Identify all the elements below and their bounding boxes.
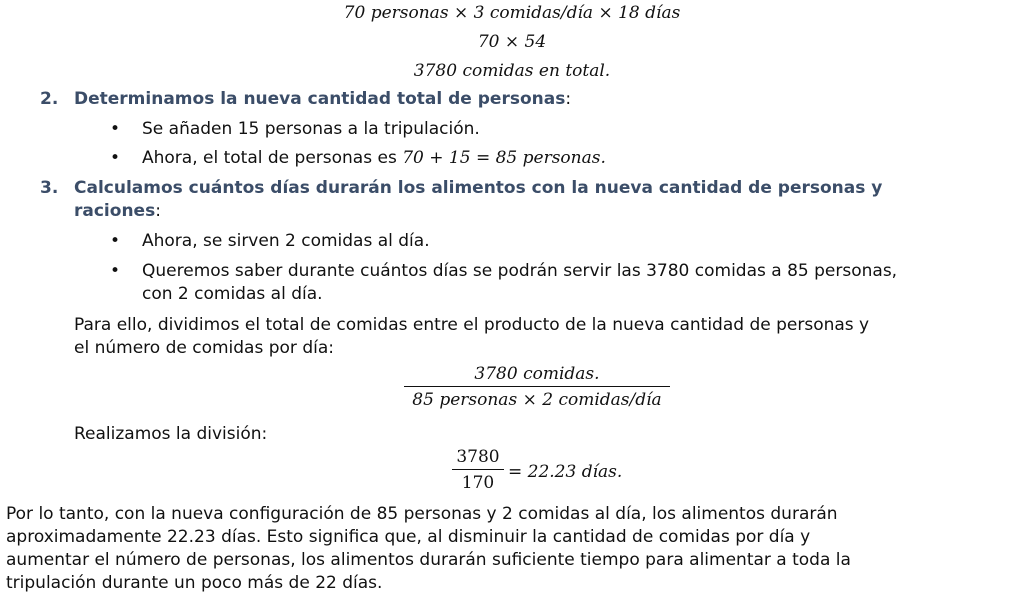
list-item: [110, 147, 1000, 170]
list-item-text: Ahora, se sirven 2 comidas al día.: [142, 231, 430, 251]
list-item-text-continued: con 2 comidas al día.: [142, 284, 323, 304]
division-fraction: [452, 447, 504, 493]
bullet-icon: •: [110, 148, 121, 168]
fraction-denominator: 85 personas × 2 comidas/día: [412, 390, 662, 410]
list-item: [110, 260, 1000, 306]
step-2-colon: :: [565, 89, 572, 109]
fraction-denominator: 170: [461, 473, 495, 493]
division-result: = 22.23 días.: [508, 462, 623, 482]
conclusion-line-3: aumentar el número de personas, los alimentos durarán suficiente tiempo para alimentar a toda la: [6, 550, 851, 570]
list-item-text: Ahora, el total de personas es: [142, 148, 397, 168]
bullet-icon: •: [110, 231, 121, 251]
step-3-title-line-2: raciones: [74, 201, 156, 221]
fraction-bar: [452, 469, 504, 470]
division-label: Realizamos la división:: [74, 424, 268, 444]
equation-line-2: 70 × 54: [477, 32, 547, 52]
fraction-numerator: 3780 comidas.: [474, 364, 600, 384]
list-item: [110, 118, 1000, 141]
step-2-number: 2.: [40, 89, 59, 109]
division-equation: [452, 447, 652, 499]
explanation-line-2: el número de comidas por día:: [74, 338, 334, 358]
conclusion-line-1: Por lo tanto, con la nueva configuración de 85 personas y 2 comidas al día, los alimentos durarán: [6, 504, 838, 524]
step-3-number: 3.: [40, 178, 59, 198]
list-item: [110, 230, 1000, 253]
step-2-title: Determinamos la nueva cantidad total de personas: [74, 89, 566, 109]
bullet-icon: •: [110, 119, 121, 139]
equation-line-1: 70 personas × 3 comidas/día × 18 días: [343, 3, 681, 23]
step-3-colon: :: [155, 201, 161, 221]
step-3-heading: [40, 177, 1000, 223]
step-3-title-line-1: Calculamos cuántos días durarán los alimentos con la nueva cantidad de personas y: [74, 178, 883, 198]
fraction-bar: [404, 386, 670, 387]
conclusion-line-4: tripulación durante un poco más de 22 días.: [6, 573, 383, 593]
explanation-line-1: Para ello, dividimos el total de comidas entre el producto de la nueva cantidad de personas y: [74, 315, 870, 335]
comidas-fraction: [404, 364, 670, 410]
step-2-heading: [40, 88, 1000, 111]
bullet-icon: •: [110, 261, 121, 281]
list-item-text: Queremos saber durante cuántos días se podrán servir las 3780 comidas a 85 personas,: [142, 261, 898, 281]
inline-equation: 70 + 15 = 85 personas.: [402, 148, 606, 168]
equation-line-3: 3780 comidas en total.: [413, 61, 611, 81]
fraction-numerator: 3780: [456, 447, 500, 467]
list-item-text: Se añaden 15 personas a la tripulación.: [142, 119, 480, 139]
conclusion-line-2: aproximadamente 22.23 días. Esto significa que, al disminuir la cantidad de comidas por día y: [6, 527, 811, 547]
